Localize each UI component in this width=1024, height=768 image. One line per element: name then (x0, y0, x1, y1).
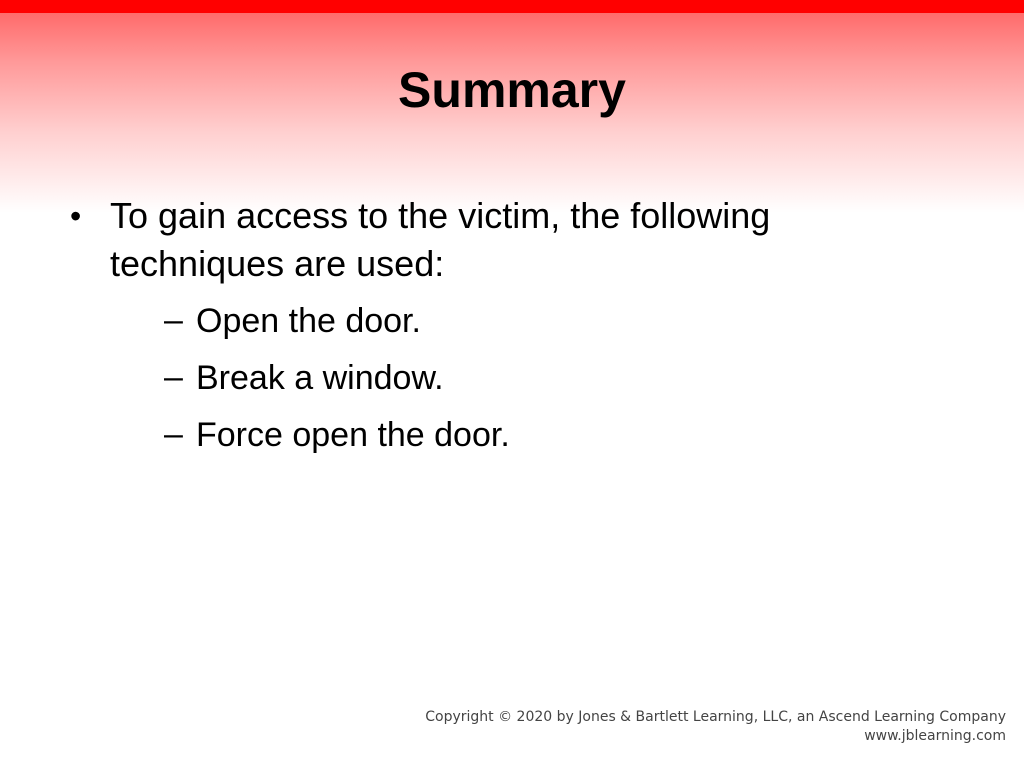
dash-marker: – (164, 301, 183, 339)
sub-bullet-text: Open the door. (196, 302, 421, 340)
sub-bullet-item (164, 412, 950, 458)
sub-bullet-text: Force open the door. (196, 416, 510, 454)
bullet-marker: • (70, 198, 82, 234)
slide-title: Summary (398, 62, 626, 118)
sub-bullet-item (164, 355, 950, 401)
copyright-text: Copyright © 2020 by Jones & Bartlett Learning, LLC, an Ascend Learning Company (425, 709, 1006, 725)
dash-marker: – (164, 415, 183, 453)
sub-bullet-item (164, 298, 950, 344)
sub-bullet-list (110, 298, 950, 458)
bullet-text: To gain access to the victim, the following techniques are used: (110, 195, 771, 284)
bullet-list (70, 192, 950, 469)
website-url: www.jblearning.com (864, 728, 1006, 744)
sub-bullet-text: Break a window. (196, 359, 444, 397)
top-accent-bar (0, 0, 1024, 13)
dash-marker: – (164, 358, 183, 396)
bullet-item (70, 192, 950, 458)
copyright-footer (425, 708, 1006, 746)
